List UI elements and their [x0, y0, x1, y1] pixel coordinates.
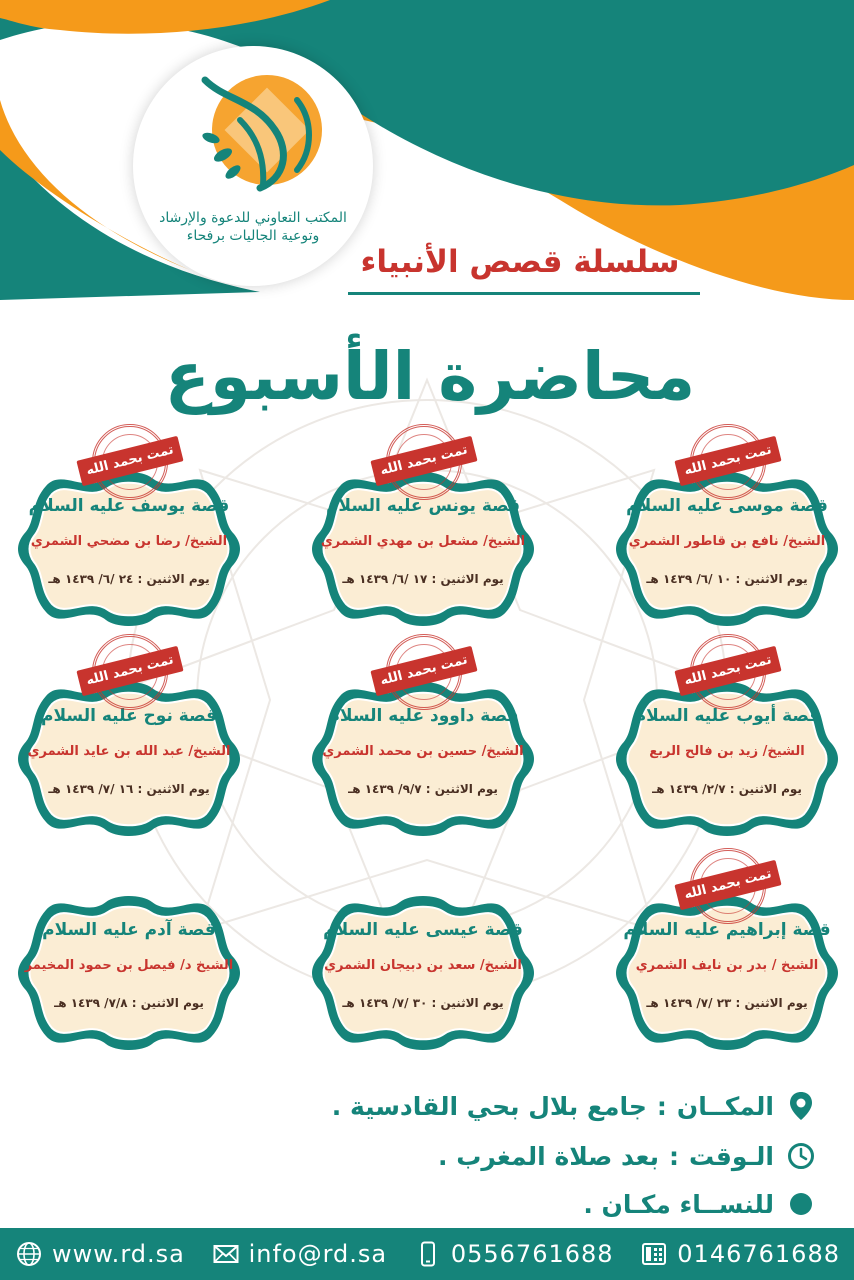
lecture-sheikh: الشيخ/ سعد بن دبيجان الشمري	[324, 958, 522, 973]
lecture-title: قصة يوسف عليه السلام	[28, 496, 230, 516]
completed-stamp	[684, 418, 772, 506]
stamp-text: تمت بحمد الله	[76, 646, 183, 696]
lecture-date: يوم الاثنين : ١٠ /٦/ ١٤٣٩ هـ	[646, 572, 808, 586]
mobile-text: 0556761688	[450, 1240, 614, 1268]
lecture-sheikh: الشيخ / بدر بن نايف الشمري	[635, 958, 819, 973]
lecture-sheikh: الشيخ/ نافع بن قاطور الشمري	[628, 534, 826, 549]
lecture-date: يوم الاثنين : ٢٣ /٧/ ١٤٣٩ هـ	[646, 996, 808, 1010]
lecture-title: قصة داوود عليه السلام	[327, 706, 519, 726]
lecture-sheikh: الشيخ د/ فيصل بن حمود المخيمر	[24, 958, 234, 973]
lecture-sheikh: الشيخ/ حسين بن محمد الشمري	[322, 744, 524, 759]
completed-stamp	[86, 628, 174, 716]
lecture-sheikh: الشيخ/ مشعل بن مهدي الشمري	[320, 534, 526, 549]
completed-stamp	[380, 418, 468, 506]
org-name-line1: المكتب التعاوني للدعوة والإرشاد	[159, 210, 347, 226]
lecture-sheikh: الشيخ/ عبد الله بن عايد الشمري	[27, 744, 231, 759]
series-underline	[348, 292, 700, 295]
org-name-line2: وتوعية الجاليات برفحاء	[186, 228, 320, 244]
email-text: info@rd.sa	[248, 1240, 388, 1268]
website-text: www.rd.sa	[52, 1240, 185, 1268]
stamp-text: تمت بحمد الله	[76, 436, 183, 486]
website-item[interactable]	[16, 1240, 185, 1268]
lecture-title: قصة نوح عليه السلام	[41, 706, 217, 726]
lecture-title: قصة آدم عليه السلام	[42, 920, 216, 940]
lecture-date: يوم الاثنين : ١٦ /٧/ ١٤٣٩ هـ	[48, 782, 210, 796]
stamp-text: تمت بحمد الله	[370, 646, 477, 696]
mobile-phone-icon	[415, 1241, 441, 1267]
stamp-text: تمت بحمد الله	[674, 436, 781, 486]
lecture-date: يوم الاثنين : ٣٠ /٧/ ١٤٣٩ هـ	[342, 996, 504, 1010]
lecture-title: قصة عيسى عليه السلام	[323, 920, 523, 940]
place-value: جامع بلال بحي القادسية .	[331, 1091, 647, 1121]
completed-stamp	[684, 628, 772, 716]
time-value: بعد صلاة المغرب .	[438, 1141, 659, 1171]
email-item[interactable]	[213, 1240, 388, 1268]
stamp-text: تمت بحمد الله	[674, 646, 781, 696]
lecture-title: قصة إبراهيم عليه السلام	[623, 920, 831, 940]
calligraphy-leaf-logo-icon	[185, 60, 335, 200]
envelope-icon	[213, 1241, 239, 1267]
lecture-title: قصة موسى عليه السلام	[626, 496, 828, 516]
clock-icon	[786, 1141, 816, 1171]
lecture-date: يوم الاثنين : ٩/٧/ ١٤٣٩ هـ	[348, 782, 498, 796]
time-row	[438, 1136, 816, 1176]
phone-item[interactable]	[641, 1240, 840, 1268]
lecture-card	[16, 888, 242, 1056]
lecture-title: قصة أيوب عليه السلام	[633, 706, 821, 726]
completed-stamp	[380, 628, 468, 716]
completed-stamp	[86, 418, 174, 506]
lecture-date: يوم الاثنين : ٧/٨/ ١٤٣٩ هـ	[54, 996, 204, 1010]
mobile-item[interactable]	[415, 1240, 614, 1268]
phone-text: 0146761688	[677, 1240, 840, 1268]
globe-icon	[16, 1241, 42, 1267]
contact-footer	[0, 1228, 854, 1280]
place-separator: :	[656, 1091, 667, 1121]
stamp-text: تمت بحمد الله	[370, 436, 477, 486]
place-row	[332, 1086, 816, 1126]
women-note: للنســاء مكـان .	[583, 1189, 774, 1219]
dot-icon	[786, 1189, 816, 1219]
lecture-title: قصة يونس عليه السلام	[325, 496, 521, 516]
completed-stamp	[684, 842, 772, 930]
location-pin-icon	[786, 1091, 816, 1121]
lecture-date: يوم الاثنين : ٢٤ /٦/ ١٤٣٩ هـ	[48, 572, 210, 586]
main-title: محاضرة الأسبوع	[164, 338, 696, 415]
stamp-text: تمت بحمد الله	[674, 860, 781, 910]
time-label: الـوقت	[688, 1141, 774, 1171]
lecture-card	[310, 888, 536, 1056]
landline-phone-icon	[641, 1241, 667, 1267]
series-title: سلسلة قصص الأنبياء	[360, 244, 680, 280]
lecture-date: يوم الاثنين : ٢/٧/ ١٤٣٩ هـ	[652, 782, 802, 796]
women-row	[583, 1184, 816, 1224]
lecture-date: يوم الاثنين : ١٧ /٦/ ١٤٣٩ هـ	[342, 572, 504, 586]
place-label: المكــان	[676, 1091, 774, 1121]
time-separator: :	[668, 1141, 679, 1171]
lecture-sheikh: الشيخ/ رضا بن مضحي الشمري	[30, 534, 228, 549]
lecture-sheikh: الشيخ/ زيد بن فالح الربع	[649, 744, 805, 759]
